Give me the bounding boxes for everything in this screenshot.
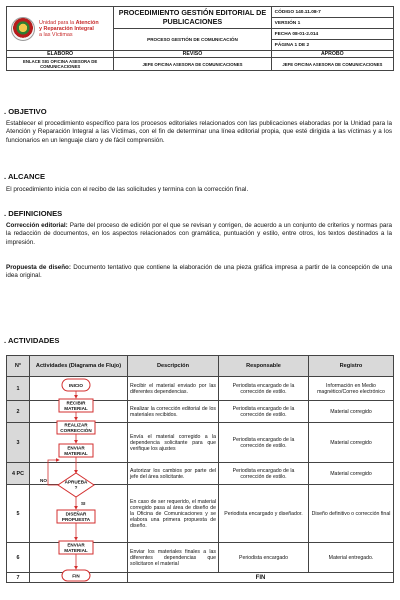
row-description: Recibir el material enviado por las diferentes dependencias.: [128, 377, 219, 401]
reviso-heading: REVISÓ: [114, 51, 271, 58]
organization-name: Unidad para la Atención y Reparación Integral a las Víctimas: [39, 19, 99, 38]
column-number-header: N°: [7, 356, 30, 377]
row-number: 3: [7, 423, 30, 463]
row-number: 7: [7, 573, 30, 583]
elaboro-heading: ELABORÓ: [7, 51, 114, 58]
definition-correccion: Corrección editorial: Parte del proceso de edición por el que se revisan y corrigen, de acuerdo a un conjunto de criterios y normas para la redacción de documentos, en los aspectos relacionados con gramática, puntuación y estilo, entre otros, los textos destinados a la impresión.: [6, 222, 392, 246]
row-record: Material entregado.: [309, 543, 394, 573]
row-responsible: Periodista encargado de la corrección de estilo.: [219, 423, 309, 463]
column-description-header: Descripción: [128, 356, 219, 377]
row-number: 4 PC: [7, 463, 30, 485]
send-final-label-line2: MATERIAL: [64, 547, 88, 553]
send-label-line2: MATERIAL: [64, 450, 88, 456]
section-objetivo-title: . OBJETIVO: [4, 107, 47, 116]
end-marker: FIN: [128, 573, 394, 583]
decision-yes-label: SI: [81, 501, 86, 506]
section-actividades-title: . ACTIVIDADES: [4, 336, 60, 345]
section-alcance-title: . ALCANCE: [4, 172, 46, 181]
flowchart: [28, 374, 125, 590]
row-responsible: Periodista encargado: [219, 543, 309, 573]
document-title: PROCEDIMIENTO GESTIÓN EDITORIAL DE PUBLICACIONES: [114, 7, 271, 29]
aprobo-heading: APROBÓ: [271, 51, 393, 58]
send-label-line1: ENVIAR: [67, 445, 85, 451]
row-number: 5: [7, 485, 30, 543]
section-definiciones-title: . DEFINICIONES: [4, 209, 63, 218]
receive-label-line1: RECIBIR: [66, 400, 86, 406]
approval-label-line1: APRUEBA: [64, 479, 88, 485]
design-label-line1: DISEÑAR: [65, 511, 87, 517]
elaboro-value: ENLACE SIG OFICINA ASESORA DE COMUNICACIONES: [7, 58, 114, 71]
row-record: Información en Medio magnético/Correo electrónico: [309, 377, 394, 401]
document-code: CÓDIGO 140.11.08-7: [271, 7, 393, 18]
correction-label-line1: REALIZAR: [64, 422, 88, 428]
row-description: Envía el material corregido a la dependencia solicitante para que verifique los ajustes: [128, 423, 219, 463]
design-label-line2: PROPUESTA: [61, 516, 91, 522]
reviso-value: JEFE OFICINA ASESORA DE COMUNICACIONES: [114, 58, 271, 71]
receive-label-line2: MATERIAL: [64, 405, 88, 411]
document-date: FECHA 08-01-2.014: [271, 29, 393, 40]
row-description: Enviar los materiales finales a las diferentes dependencias que solicitaron el material: [128, 543, 219, 573]
definition-propuesta: Propuesta de diseño: Documento tentativo que contiene la elaboración de una pieza gráfica impresa a partir de la concepción de una idea original.: [6, 264, 393, 280]
decision-no-label: NO: [40, 478, 47, 483]
logo-block: [7, 7, 114, 51]
row-number: 2: [7, 401, 30, 423]
row-record: Material corregido: [309, 463, 394, 485]
correction-label-line2: CORRECCIÓN: [60, 427, 92, 433]
row-responsible: Periodista encargado de la corrección de estilo.: [219, 463, 309, 485]
approval-label-line2: ?: [74, 485, 78, 490]
row-record: Material corregido: [309, 401, 394, 423]
document-version: VERSIÓN 1: [271, 18, 393, 29]
section-alcance-text: El procedimiento inicia con el recibo de las solicitudes y termina con la corrección final.: [6, 186, 249, 193]
section-objetivo-text: Establecer el procedimiento específico para los procesos editoriales relacionados con las publicaciones elaboradas por la Unidad para la Atención y Reparación Integral a las Víctimas, con el fin de determinar una línea editorial propia, que esté dirigida a las víctimas y a los funcionarios en un lenguaje claro y de fácil comprensión.: [6, 120, 392, 144]
row-record: Diseño definitivo o corrección final: [309, 485, 394, 543]
column-record-header: Registro: [309, 356, 394, 377]
process-name: PROCESO GESTIÓN DE COMUNICACIÓN: [114, 29, 271, 51]
row-responsible: Periodista encargado de la corrección de estilo.: [219, 377, 309, 401]
column-responsible-header: Responsable: [219, 356, 309, 377]
start-label: INICIO: [68, 382, 84, 388]
send-final-label-line1: ENVIAR: [67, 542, 85, 548]
coat-of-arms-icon: [11, 17, 35, 41]
row-responsible: Periodista encargado y diseñador.: [219, 485, 309, 543]
row-description: Autorizar los cambios por parte del jefe del área solicitante.: [128, 463, 219, 485]
row-record: Material corregido: [309, 423, 394, 463]
row-description: Realizar la corrección editorial de los materiales recibidos.: [128, 401, 219, 423]
row-number: 1: [7, 377, 30, 401]
end-label: FIN: [72, 573, 80, 579]
column-flow-header: Actividades (Diagrama de Flujo): [30, 356, 128, 377]
row-description: En caso de ser requerido, el material corregido pasa al área de diseño de la Oficina de Comunicaciones y se elabora una primera propuesta de diseño.: [128, 485, 219, 543]
page-number: PÁGINA 1 DE 2: [271, 40, 393, 51]
document-header: [6, 6, 394, 71]
row-number: 6: [7, 543, 30, 573]
row-responsible: Periodista encargado de la corrección de estilo.: [219, 401, 309, 423]
aprobo-value: JEFE OFICINA ASESORA DE COMUNICACIONES: [271, 58, 393, 71]
